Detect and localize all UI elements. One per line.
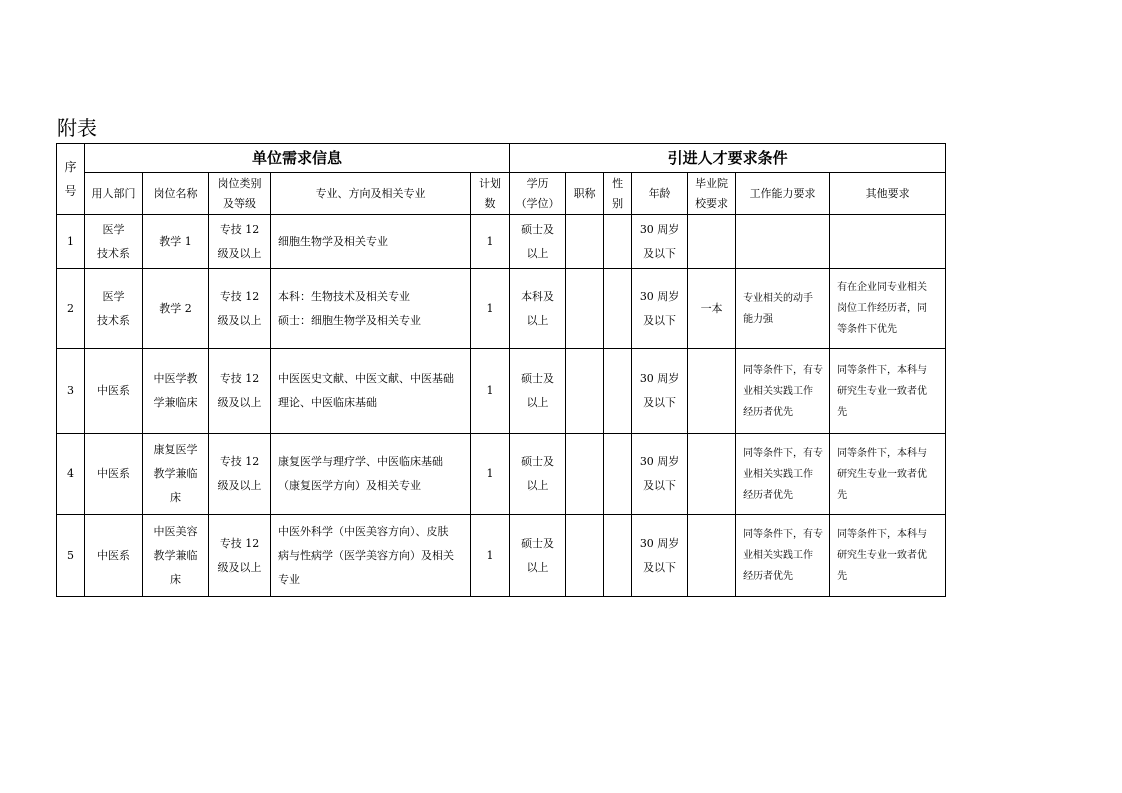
cell-other: 同等条件下，本科与 研究生专业一致者优 先 (830, 515, 946, 597)
cell-seq: 1 (57, 215, 85, 269)
cell-dept: 中医系 (85, 349, 143, 434)
cell-age: 30 周岁 及以下 (632, 515, 688, 597)
group-unit-info: 单位需求信息 (85, 144, 510, 173)
cell-age: 30 周岁 及以下 (632, 269, 688, 349)
cell-school (688, 215, 736, 269)
requirements-table (56, 143, 946, 597)
cell-age: 30 周岁 及以下 (632, 215, 688, 269)
cell-post: 教学 2 (143, 269, 209, 349)
cell-edu: 本科及 以上 (510, 269, 566, 349)
cell-major: 中医外科学（中医美容方向）、皮肤 病与性病学（医学美容方向）及相关 专业 (271, 515, 471, 597)
table-row (57, 269, 946, 349)
cell-ability: 同等条件下，有专 业相关实践工作 经历者优先 (736, 515, 830, 597)
cell-ability: 同等条件下，有专 业相关实践工作 经历者优先 (736, 434, 830, 515)
header-edu: 学历 （学位） (510, 173, 566, 215)
header-title-rank: 职称 (566, 173, 604, 215)
header-other: 其他要求 (830, 173, 946, 215)
cell-major: 本科：生物技术及相关专业 硕士：细胞生物学及相关专业 (271, 269, 471, 349)
header-gender: 性 别 (604, 173, 632, 215)
cell-post: 康复医学 教学兼临 床 (143, 434, 209, 515)
page-title: 附表 (57, 116, 97, 140)
cell-school (688, 349, 736, 434)
cell-dept: 中医系 (85, 434, 143, 515)
cell-ability: 专业相关的动手 能力强 (736, 269, 830, 349)
cell-other: 有在企业同专业相关 岗位工作经历者，同 等条件下优先 (830, 269, 946, 349)
cell-title-rank (566, 215, 604, 269)
cell-plan: 1 (471, 269, 510, 349)
cell-title-rank (566, 269, 604, 349)
cell-title-rank (566, 434, 604, 515)
cell-edu: 硕士及 以上 (510, 215, 566, 269)
cell-school (688, 434, 736, 515)
cell-title-rank (566, 515, 604, 597)
header-dept: 用人部门 (85, 173, 143, 215)
cell-age: 30 周岁 及以下 (632, 349, 688, 434)
cell-major: 康复医学与理疗学、中医临床基础 （康复医学方向）及相关专业 (271, 434, 471, 515)
cell-post-type: 专技 12 级及以上 (209, 215, 271, 269)
cell-seq: 2 (57, 269, 85, 349)
header-seq (57, 144, 85, 215)
header-post: 岗位名称 (143, 173, 209, 215)
cell-other: 同等条件下，本科与 研究生专业一致者优 先 (830, 434, 946, 515)
header-school: 毕业院 校要求 (688, 173, 736, 215)
cell-plan: 1 (471, 515, 510, 597)
table-row (57, 349, 946, 434)
cell-school: 一本 (688, 269, 736, 349)
cell-dept: 医学 技术系 (85, 215, 143, 269)
cell-gender (604, 269, 632, 349)
cell-post: 中医学教 学兼临床 (143, 349, 209, 434)
table-row (57, 434, 946, 515)
header-seq-label: 序号 (64, 160, 77, 198)
table-row (57, 515, 946, 597)
header-age: 年龄 (632, 173, 688, 215)
cell-dept: 医学 技术系 (85, 269, 143, 349)
cell-gender (604, 434, 632, 515)
table-row (57, 215, 946, 269)
cell-post: 中医美容 教学兼临 床 (143, 515, 209, 597)
cell-dept: 中医系 (85, 515, 143, 597)
cell-edu: 硕士及 以上 (510, 349, 566, 434)
cell-school (688, 515, 736, 597)
cell-gender (604, 515, 632, 597)
cell-post-type: 专技 12 级及以上 (209, 515, 271, 597)
group-talent-requirements: 引进人才要求条件 (510, 144, 946, 173)
cell-seq: 5 (57, 515, 85, 597)
cell-gender (604, 349, 632, 434)
cell-age: 30 周岁 及以下 (632, 434, 688, 515)
cell-plan: 1 (471, 215, 510, 269)
cell-ability (736, 215, 830, 269)
cell-post-type: 专技 12 级及以上 (209, 434, 271, 515)
cell-major: 细胞生物学及相关专业 (271, 215, 471, 269)
header-major: 专业、方向及相关专业 (271, 173, 471, 215)
header-ability: 工作能力要求 (736, 173, 830, 215)
header-plan: 计划 数 (471, 173, 510, 215)
cell-other (830, 215, 946, 269)
cell-ability: 同等条件下，有专 业相关实践工作 经历者优先 (736, 349, 830, 434)
cell-major: 中医医史文献、中医文献、中医基础 理论、中医临床基础 (271, 349, 471, 434)
cell-seq: 3 (57, 349, 85, 434)
cell-title-rank (566, 349, 604, 434)
cell-edu: 硕士及 以上 (510, 434, 566, 515)
cell-plan: 1 (471, 434, 510, 515)
cell-seq: 4 (57, 434, 85, 515)
cell-plan: 1 (471, 349, 510, 434)
cell-other: 同等条件下，本科与 研究生专业一致者优 先 (830, 349, 946, 434)
cell-post-type: 专技 12 级及以上 (209, 349, 271, 434)
cell-gender (604, 215, 632, 269)
cell-post-type: 专技 12 级及以上 (209, 269, 271, 349)
cell-post: 教学 1 (143, 215, 209, 269)
cell-edu: 硕士及 以上 (510, 515, 566, 597)
header-post-type: 岗位类别 及等级 (209, 173, 271, 215)
